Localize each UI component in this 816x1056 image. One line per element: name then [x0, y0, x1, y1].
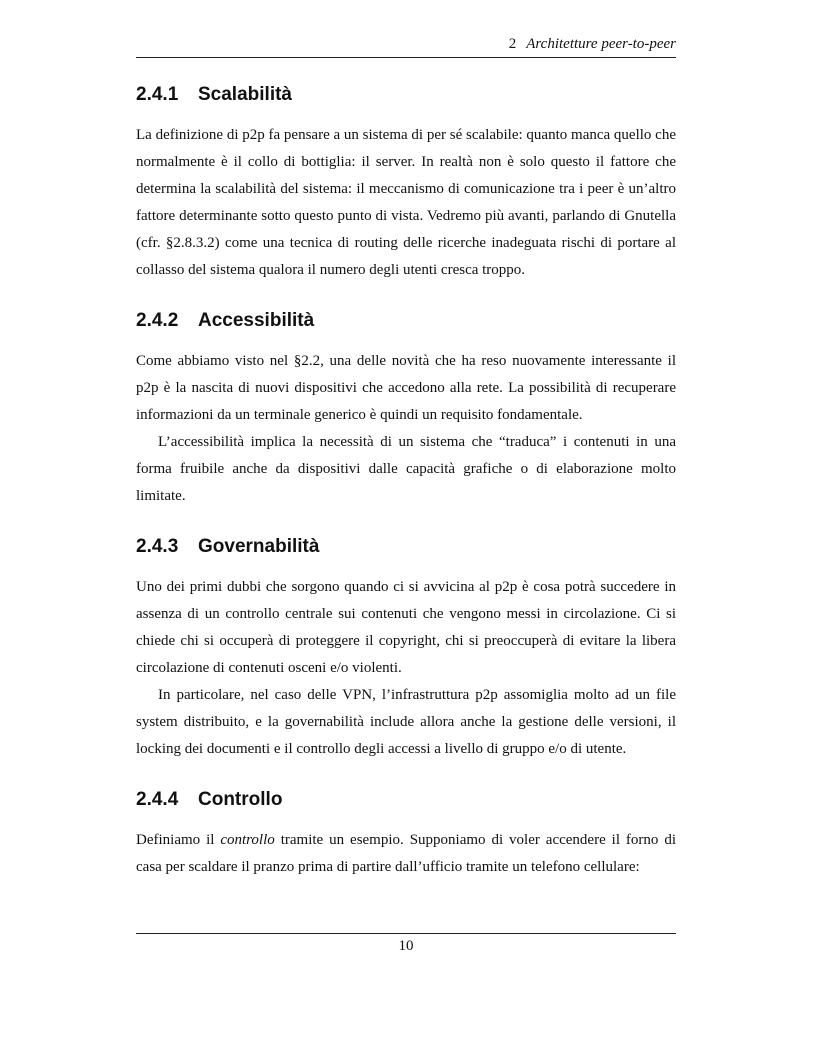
header-chapter-number: 2 [508, 36, 517, 52]
section-heading [136, 82, 676, 108]
paragraph: Uno dei primi dubbi che sorgono quando ci si avvicina al p2p è cosa potrà succedere in assenza di un controllo centrale sui contenuti che vengono messi in circolazione. Ci si chiede chi si occuperà di proteggere il copyright, chi si preoccuperà di evitare la libera circolazione di contenuti osceni e/o violenti. [136, 579, 676, 676]
section-governabilita [136, 534, 676, 763]
section-number: 2.4.4 [136, 789, 179, 810]
page-body [136, 82, 676, 905]
section-title: Controllo [198, 789, 283, 810]
paragraph: Come abbiamo visto nel §2.2, una delle novità che ha reso nuovamente interessante il p2p è la nascita di nuovi dispositivi che accedono alla rete. La possibilità di recuperare informazioni da un terminale generico è quindi un requisito fondamentale. [136, 353, 676, 423]
text-run: tramite un esempio. Supponiamo di voler accendere il forno di casa per scaldare il pranzo prima di partire dall’ufficio tramite un telefono cellulare: [136, 832, 676, 875]
footer-divider [136, 933, 676, 934]
section-heading [136, 787, 676, 813]
section-number: 2.4.3 [136, 536, 179, 557]
paragraph [136, 827, 676, 881]
paragraph: In particolare, nel caso delle VPN, l’infrastruttura p2p assomiglia molto ad un file system distribuito, e la governabilità include allora anche la gestione delle versioni, il locking dei documenti e il controllo degli accessi a livello di gruppo e/o di utente. [136, 687, 676, 757]
section-heading [136, 308, 676, 334]
paragraph: La definizione di p2p fa pensare a un sistema di per sé scalabile: quanto manca quello che normalmente è il collo di bottiglia: il server. In realtà non è solo questo il fattore che determina la scalabilità del sistema: il meccanismo di comunicazione tra i peer è un’altro fattore determinante sotto questo punto di vista. Vedremo più avanti, parlando di Gnutella (cfr. §2.8.3.2) come una tecnica di routing delle ricerche inadeguata rischi di portare al collasso del sistema qualora il numero degli utenti cresca troppo. [136, 127, 676, 278]
section-heading [136, 534, 676, 560]
paragraph: L’accessibilità implica la necessità di un sistema che “traduca” i contenuti in una forma fruibile anche da dispositivi dalle capacità grafiche o di elaborazione molto limitate. [136, 434, 676, 504]
section-title: Governabilità [198, 536, 320, 557]
emphasis-term: controllo [220, 832, 275, 848]
section-title: Scalabilità [198, 84, 292, 105]
header-chapter-title: Architetture peer-to-peer [526, 36, 676, 52]
section-controllo [136, 787, 676, 881]
section-accessibilita [136, 308, 676, 510]
section-number: 2.4.1 [136, 84, 179, 105]
section-number: 2.4.2 [136, 310, 179, 331]
text-run: Definiamo il [136, 832, 221, 848]
section-scalabilita [136, 82, 676, 284]
running-header [136, 36, 676, 58]
section-title: Accessibilità [198, 310, 315, 331]
page-number: 10 [398, 938, 414, 954]
